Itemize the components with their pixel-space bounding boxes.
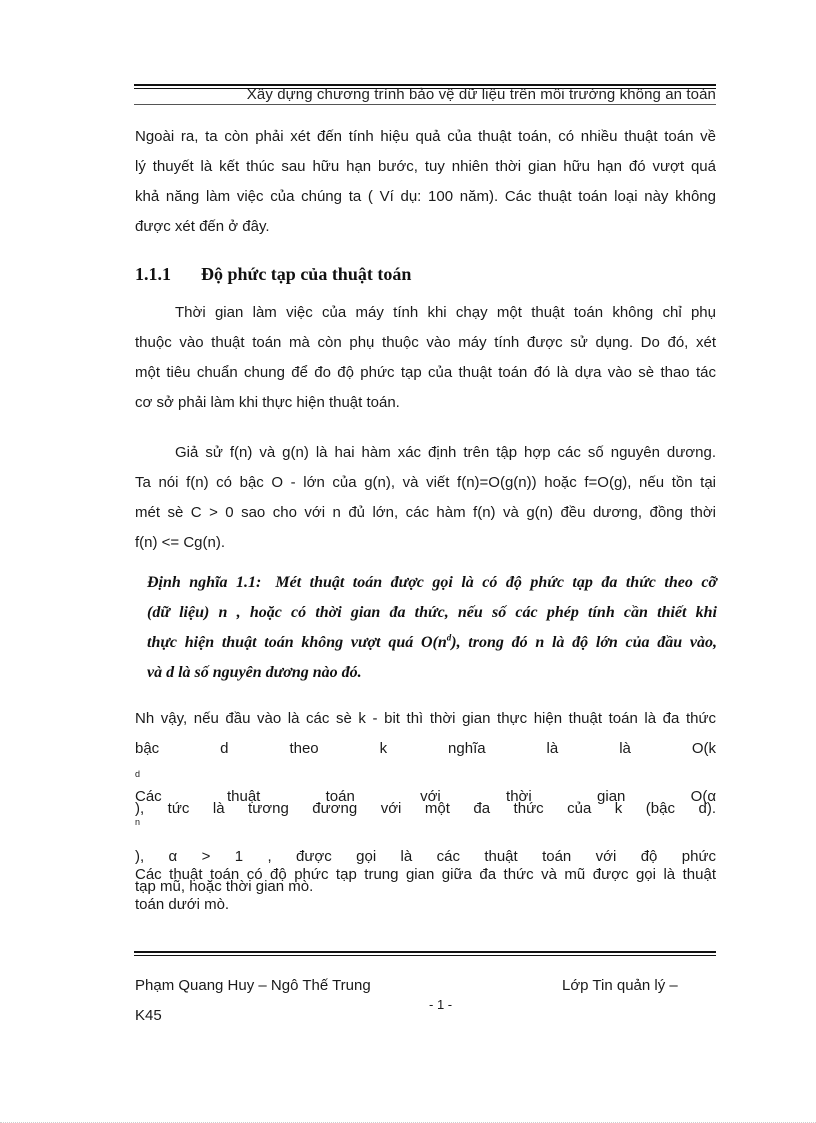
section-title: Độ phức tạp của thuật toán [201, 264, 412, 284]
footer-class: Lớp Tin quản lý – [562, 977, 678, 994]
exponent: d [135, 769, 141, 779]
definition-label: Định nghĩa 1.1: [147, 574, 262, 591]
intro-line: Ngoài ra, ta còn phải xét đến tính hiệu quả của thuật toán, có nhiều thuật toán về [135, 128, 716, 145]
definition-line-2: (dữ liệu) n , hoặc có thời gian đa thức, nếu số các phép tính cần thiết khi [147, 604, 717, 621]
time-line: Thời gian làm việc của máy tính khi chạy một thuật toán không chỉ phụ [175, 304, 716, 321]
big-o-line: f(n) <= Cg(n). [135, 534, 226, 551]
big-o-paragraph [135, 438, 716, 558]
definition-line-3 [147, 628, 717, 658]
definition-block [147, 568, 717, 688]
bits-text: ), tức là tương đương với một đa thức của k (bậc d). [135, 800, 716, 817]
sub-line: toán dưới mò. [135, 896, 230, 913]
header-rule-bottom [134, 104, 716, 105]
footer-class-cont: K45 [135, 1007, 162, 1024]
definition-line-4: và d là số nguyên dương nào đó. [147, 664, 362, 681]
intro-line: lý thuyết là kết thúc sau hữu hạn bước, tuy nhiên thời gian hữu hạn đó vượt quá [135, 158, 716, 175]
definition-text: Mét thuật toán được gọi là có độ phức tạp đa thức theo cỡ [275, 574, 718, 591]
definition-line-1 [147, 568, 717, 598]
section-heading [135, 264, 411, 285]
definition-text: ), trong đó n là độ lớn của đầu vào, [451, 634, 717, 651]
exponent: n [135, 817, 141, 827]
running-header-title: Xây dựng chương trình bảo vệ dữ liệu trên môi trường không an toàn [246, 86, 716, 103]
sub-paragraph [135, 860, 716, 920]
big-o-line: Giả sử f(n) và g(n) là hai hàm xác định trên tập hợp các số nguyên dương. [175, 444, 716, 461]
exp-line [135, 782, 716, 872]
exp-line: tạp mũ, hoặc thời gian mò. [135, 878, 314, 895]
page-number: - 1 - [429, 997, 453, 1012]
time-line: cơ sở phải làm khi thực hiện thuật toán. [135, 394, 400, 411]
footer-rule [134, 951, 716, 956]
exp-text: ), α > 1 , được gọi là các thuật toán với độ phức [135, 848, 716, 865]
intro-line: được xét đến ở đây. [135, 218, 270, 235]
intro-paragraph [135, 122, 716, 242]
bits-line: Nh vậy, nếu đầu vào là các sè k - bit thì thời gian thực hiện thuật toán là đa thức [135, 710, 716, 727]
big-o-line: mét sè C > 0 sao cho với n đủ lớn, các hàm f(n) và g(n) đều dương, đồng thời [135, 504, 716, 521]
time-paragraph [135, 298, 716, 418]
exp-text: Các thuật toán với thời gian O(α [135, 788, 716, 805]
definition-text: thực hiện thuật toán không vượt quá O(n [147, 634, 447, 651]
section-number: 1.1.1 [135, 264, 171, 284]
bits-text: bậc d theo k nghĩa là là O(k [135, 740, 716, 757]
sub-line: Các thuật toán có độ phức tạp trung gian giữa đa thức và mũ được gọi là thuật [135, 866, 716, 883]
time-line: thuộc vào thuật toán mà còn phụ thuộc vào máy tính được sử dụng. Do đó, xét [135, 334, 716, 351]
time-line: một tiêu chuẩn chung để đo độ phức tạp của thuật toán đó là dựa vào sè thao tác [135, 364, 716, 381]
intro-line: khả năng làm việc của chúng ta ( Ví dụ: 100 năm). Các thuật toán loại này không [135, 188, 716, 205]
footer-authors: Phạm Quang Huy – Ngô Thế Trung [135, 977, 371, 994]
exponent: d [446, 632, 452, 643]
big-o-line: Ta nói f(n) có bậc O - lớn của g(n), và viết f(n)=O(g(n)) hoặc f=O(g), nếu tồn tại [135, 474, 716, 491]
